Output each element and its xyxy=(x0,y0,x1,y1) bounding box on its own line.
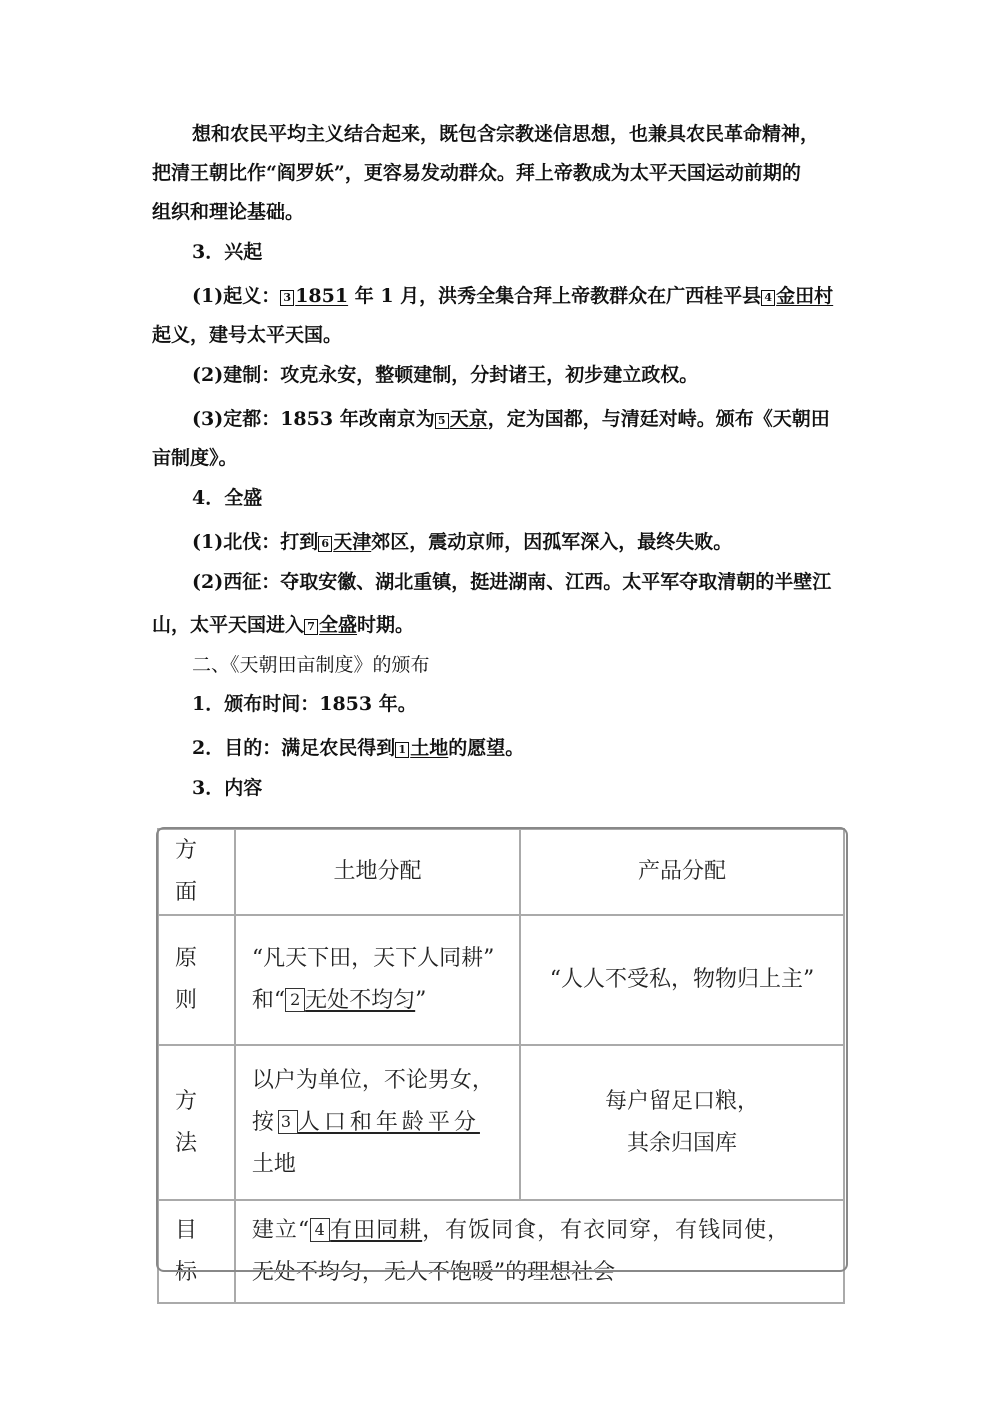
paragraph xyxy=(192,530,892,554)
text: 郊区，震动京师，因孤军深入，最终失败。 xyxy=(371,531,733,553)
intro-line: 把清王朝比作“阎罗妖”，更容易发动群众。拜上帝教成为太平天国运动前期的 xyxy=(152,162,801,184)
text: 时期。 xyxy=(357,614,415,636)
answer-blank xyxy=(395,737,448,759)
answer-blank xyxy=(304,614,357,636)
paragraph: 亩制度》。 xyxy=(152,447,238,469)
section-heading: 3．兴起 xyxy=(192,241,263,263)
answer-blank xyxy=(280,285,348,307)
paragraph xyxy=(192,284,892,308)
text: 土地 xyxy=(251,1151,296,1177)
marker: 4 xyxy=(310,1218,330,1242)
text: 年 1 月，洪秀全集合拜上帝教群众在广西桂平县 xyxy=(348,285,762,307)
text: 其余归国库 xyxy=(627,1130,738,1156)
text: 金田村 xyxy=(776,285,834,307)
intro-line: 想和农民平均主义结合起来，既包含宗教迷信思想，也兼具农民革命精神， xyxy=(192,123,820,145)
text: 天津 xyxy=(333,531,372,553)
text: ，定为国都，与清廷对峙。颁布《天朝田 xyxy=(487,408,830,430)
row-label: 方法 xyxy=(158,1045,235,1200)
paragraph xyxy=(192,407,892,431)
text: 建立“ xyxy=(251,1217,311,1243)
cell: “人人不受私，物物归上主” xyxy=(520,915,844,1045)
text: 人口和年龄平分 xyxy=(297,1109,480,1135)
text: 每户留足口粮， xyxy=(605,1088,760,1114)
text: 山，太平天国进入 xyxy=(152,614,305,636)
text: 有田同耕 xyxy=(330,1217,423,1243)
text: (1)起义： xyxy=(192,285,281,307)
paragraph: (2)建制：攻克永安，整顿建制，分封诸王，初步建立政权。 xyxy=(192,364,699,386)
marker: 7 xyxy=(304,619,318,635)
text: (3)定都：1853 年改南京为 xyxy=(192,408,435,430)
text: 全盛 xyxy=(319,614,358,636)
marker: 1 xyxy=(395,742,409,758)
text: 按 xyxy=(251,1109,278,1135)
marker: 5 xyxy=(435,413,449,429)
paragraph: (2)西征：夺取安徽、湖北重镇，挺进湖南、江西。太平军夺取清朝的半壁江 xyxy=(192,571,832,593)
paragraph: 起义，建号太平天国。 xyxy=(152,324,343,346)
header-cell: 方面 xyxy=(158,829,235,915)
answer-blank xyxy=(761,285,833,307)
paragraph xyxy=(152,613,852,637)
marker: 3 xyxy=(280,290,294,306)
text: ” xyxy=(415,988,427,1013)
text: 2．目的：满足农民得到 xyxy=(192,737,396,759)
section-heading: 4．全盛 xyxy=(192,487,263,509)
text: “凡天下田，天下人同耕” xyxy=(251,946,495,971)
paragraph: 1．颁布时间：1853 年。 xyxy=(192,693,417,715)
marker: 6 xyxy=(318,536,332,552)
marker: 3 xyxy=(278,1110,298,1134)
header-cell: 土地分配 xyxy=(235,829,520,915)
text: 的愿望。 xyxy=(448,737,525,759)
header-cell: 产品分配 xyxy=(520,829,844,915)
text: 和“ xyxy=(251,988,286,1013)
marker: 2 xyxy=(285,988,305,1012)
answer-blank xyxy=(435,408,488,430)
paragraph xyxy=(192,736,892,760)
intro-line: 组织和理论基础。 xyxy=(152,201,305,223)
text: 以户为单位，不论男女， xyxy=(251,1067,494,1093)
text: 无处不均匀，无人不饱暖”的理想社会 xyxy=(251,1259,616,1285)
text: 土地 xyxy=(410,737,449,759)
table-border xyxy=(156,827,848,1272)
text: 1851 xyxy=(295,285,349,307)
part-heading: 二、《天朝田亩制度》的颁布 xyxy=(192,654,430,676)
text: 天京 xyxy=(449,408,488,430)
row-label: 目标 xyxy=(158,1200,235,1303)
row-label: 原则 xyxy=(158,915,235,1045)
text: (1)北伐：打到 xyxy=(192,531,319,553)
answer-blank xyxy=(318,531,371,553)
text: 无处不均匀 xyxy=(305,988,416,1013)
marker: 4 xyxy=(761,290,775,306)
text: ，有饭同食，有衣同穿，有钱同使， xyxy=(422,1217,791,1243)
paragraph: 3．内容 xyxy=(192,777,263,799)
